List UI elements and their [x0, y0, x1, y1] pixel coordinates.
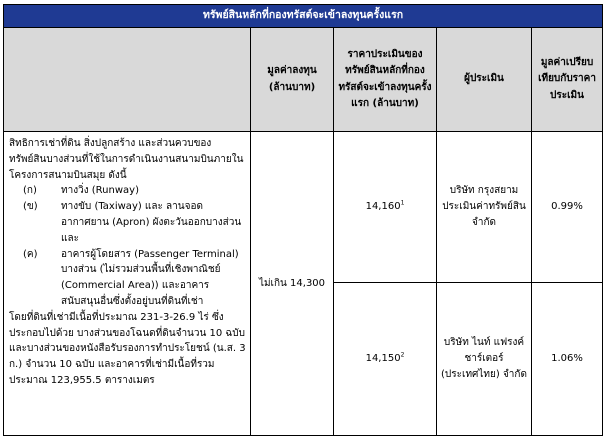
list-item	[9, 247, 246, 310]
appraised-price-cell	[334, 132, 437, 283]
header-asset	[4, 28, 251, 132]
compare-percent: 0.99%	[532, 132, 603, 283]
asset-outro: โดยที่ดินที่เช่ามีเนื้อที่ประมาณ 231-3-26.9 ไร่ ซึ่งประกอบไปด้วย บางส่วนของโฉนดที่ดินจำนวน 10 ฉบับ และบางส่วนของหนังสือรับรองการทำประโยชน์ (น.ส. 3 ก.) จำนวน 10 ฉบับ และอาคารที่เช่ามีเนื้อที่รวมประมาณ 123,955.5 ตารางเมตร	[9, 311, 246, 386]
investment-value: ไม่เกิน 14,300	[251, 132, 334, 436]
list-item	[9, 183, 246, 199]
footnote-marker: 2	[400, 351, 405, 359]
header-appraiser: ผู้ประเมิน	[437, 28, 532, 132]
footnote-marker: 1	[400, 199, 405, 207]
item-text: อาคารผู้โดยสาร (Passenger Terminal) บางส่วน (ไม่รวมส่วนพื้นที่เชิงพาณิชย์ (Commercial Area)) และอาคารสนับสนุนอื่นซึ่งตั้งอยู่บนที่ดินที่เช่า	[61, 248, 239, 307]
appraised-price-cell	[334, 283, 437, 436]
table-title: ทรัพย์สินหลักที่กองทรัสต์จะเข้าลงทุนครั้งแรก	[4, 5, 603, 28]
appraised-price: 14,150	[365, 353, 401, 365]
asset-description	[4, 132, 251, 436]
item-text: ทางวิ่ง (Runway)	[61, 185, 139, 197]
asset-intro: สิทธิการเช่าที่ดิน สิ่งปลูกสร้าง และส่วนควบของทรัพย์สินบางส่วนที่ใช้ในการดำเนินงานสนามบินภายในโครงการสนามบินสมุย ดังนี้	[9, 138, 244, 181]
header-compare: มูลค่าเปรียบเทียบกับราคาประเมิน	[532, 28, 603, 132]
item-marker: (ค)	[23, 248, 38, 260]
item-marker: (ข)	[23, 201, 38, 213]
table-row	[4, 132, 603, 283]
item-text: ทางขับ (Taxiway) และ ลานจอดอากาศยาน (Apron) ผังตะวันออกบางส่วน และ	[61, 201, 242, 244]
asset-table	[3, 4, 603, 436]
item-marker: (ก)	[23, 185, 37, 197]
compare-percent: 1.06%	[532, 283, 603, 436]
appraiser-name: บริษัท ไนท์ แฟรงค์ ชาร์เตอร์ (ประเทศไทย) จำกัด	[437, 283, 532, 436]
header-investment-value: มูลค่าลงทุน (ล้านบาท)	[251, 28, 334, 132]
list-item	[9, 199, 246, 246]
appraiser-name: บริษัท กรุงสยามประเมินค่าทรัพย์สิน จำกัด	[437, 132, 532, 283]
appraised-price: 14,160	[365, 201, 401, 213]
header-appraised-price: ราคาประเมินของทรัพย์สินหลักที่กองทรัสต์จะเข้าลงทุนครั้งแรก (ล้านบาท)	[334, 28, 437, 132]
